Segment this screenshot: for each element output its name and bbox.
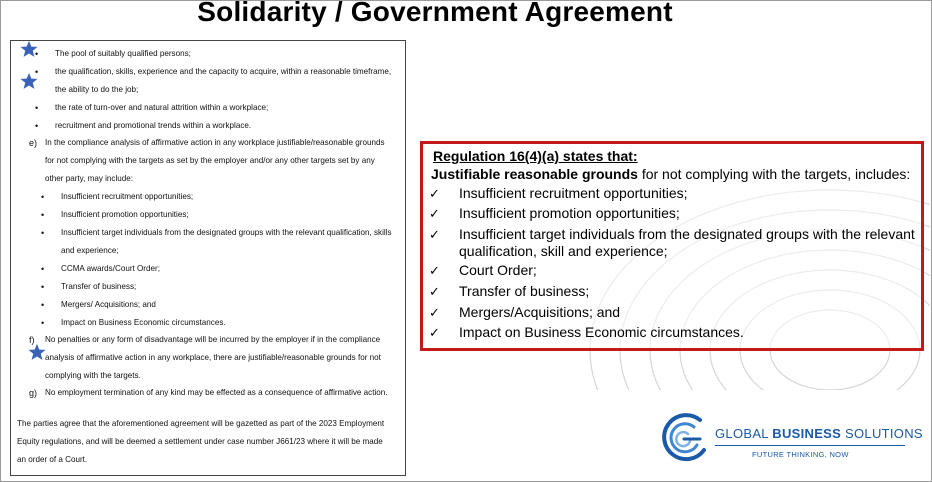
regulation-intro — [431, 166, 910, 182]
regulation-intro-bold: Justifiable reasonable grounds — [431, 166, 638, 182]
regulation-box — [420, 141, 924, 351]
doc-line: Mergers/ Acquisitions; and — [61, 300, 156, 309]
bullet: • — [35, 67, 39, 77]
logo-name-bold: BUSINESS — [772, 426, 842, 441]
logo-tagline: FUTURE THINKING, NOW — [752, 450, 849, 459]
doc-line: Insufficient recruitment opportunities; — [61, 192, 194, 201]
check-icon: ✓ — [429, 305, 440, 320]
regulation-item-text: Impact on Business Economic circumstances. — [459, 324, 744, 340]
doc-line: the qualification, skills, experience and the capacity to acquire, within a reasonable timeframe, — [55, 67, 392, 76]
doc-line: Insufficient promotion opportunities; — [61, 210, 189, 219]
scanned-document — [10, 40, 406, 476]
clause-letter: g) — [29, 388, 38, 398]
regulation-intro-rest: for not complying with the targets, includes: — [637, 166, 911, 182]
doc-line: recruitment and promotional trends within a workplace. — [55, 121, 252, 130]
bullet: • — [35, 49, 39, 59]
doc-line: CCMA awards/Court Order; — [61, 264, 160, 273]
doc-line: Insufficient target individuals from the designated groups with the relevant qualification, skills — [61, 228, 392, 237]
check-icon: ✓ — [429, 325, 440, 340]
doc-line: and experience; — [61, 246, 119, 255]
check-icon: ✓ — [429, 227, 440, 242]
regulation-heading: Regulation 16(4)(a) states that: — [433, 148, 638, 164]
bullet: • — [41, 192, 45, 202]
check-icon: ✓ — [429, 263, 440, 278]
doc-line: Equity regulations, and will be deemed a settlement under case number J661/23 where it will be made — [17, 437, 383, 446]
regulation-item-text: Mergers/Acquisitions; and — [459, 304, 621, 320]
star-icon — [20, 72, 38, 90]
bullet: • — [41, 210, 45, 220]
regulation-item-text: Transfer of business; — [459, 283, 590, 299]
bullet: • — [35, 121, 39, 131]
doc-line: No penalties or any form of disadvantage will be incurred by the employer if in the compliance — [45, 335, 381, 344]
doc-line: an order of a Court. — [17, 455, 88, 464]
bullet: • — [41, 300, 45, 310]
regulation-item-text: Insufficient promotion opportunities; — [459, 205, 680, 221]
company-logo — [660, 410, 923, 470]
clause-letter: e) — [29, 138, 38, 148]
bullet: • — [35, 103, 39, 113]
check-icon: ✓ — [429, 186, 440, 201]
clause-letter: f) — [29, 335, 35, 345]
bullet: • — [41, 282, 45, 292]
regulation-item-text: Insufficient recruitment opportunities; — [459, 185, 688, 201]
doc-line: No employment termination of any kind may be effected as a consequence of affirmative action. — [45, 388, 388, 397]
doc-line: the ability to do the job; — [55, 85, 139, 94]
doc-line: other party, may include: — [45, 174, 134, 183]
regulation-item-text: Court Order; — [459, 262, 537, 278]
bullet: • — [41, 264, 45, 274]
doc-line: for not complying with the targets as set by the employer and/or any other targets set by any — [45, 156, 375, 165]
slide-title: Solidarity / Government Agreement — [197, 0, 673, 27]
star-icon — [20, 40, 38, 58]
gbs-logo-icon — [660, 410, 712, 468]
doc-line: Transfer of business; — [61, 282, 137, 291]
logo-name — [715, 426, 923, 441]
logo-name-regular: GLOBAL — [715, 426, 773, 441]
doc-line: Impact on Business Economic circumstances. — [61, 318, 226, 327]
doc-line: In the compliance analysis of affirmative action in any workplace justifiable/reasonable grounds — [45, 138, 385, 147]
logo-name-tail: SOLUTIONS — [841, 426, 923, 441]
doc-line: the rate of turn-over and natural attrition within a workplace; — [55, 103, 269, 112]
doc-line: The pool of suitably qualified persons; — [55, 49, 191, 58]
check-icon: ✓ — [429, 206, 440, 221]
bullet: • — [41, 228, 45, 238]
doc-line: The parties agree that the aforementioned agreement will be gazetted as part of the 2023 Employment — [17, 419, 385, 428]
star-icon — [28, 343, 46, 361]
regulation-item-text: Insufficient target individuals from the designated groups with the relevant qualification, skill and experience; — [459, 226, 915, 259]
bullet: • — [41, 318, 45, 328]
logo-divider — [715, 445, 905, 446]
doc-line: analysis of affirmative action in any workplace, there are justifiable/reasonable grounds for not — [45, 353, 381, 362]
check-icon: ✓ — [429, 284, 440, 299]
doc-line: complying with the targets. — [45, 371, 141, 380]
